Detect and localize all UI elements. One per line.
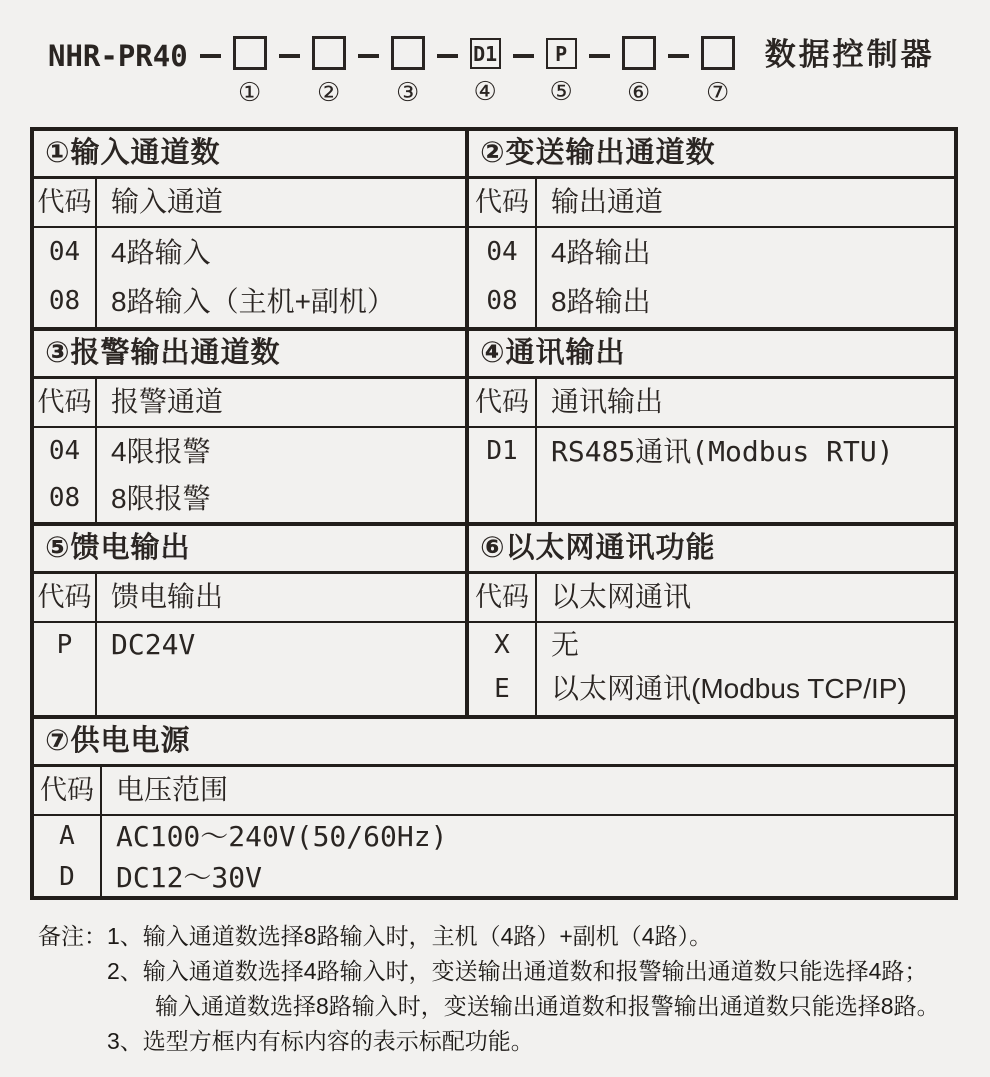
circled-number-3: ③ (396, 77, 420, 107)
circled-number-1: ① (238, 77, 262, 107)
section-title: ⑥以太网通讯功能 (469, 526, 954, 574)
desc-cell: AC100～240V(50/60Hz) (116, 820, 448, 853)
code-box-6 (622, 36, 656, 70)
column-header-desc: 报警通道 (97, 379, 465, 428)
desc-cell: DC24V (111, 628, 196, 661)
remarks-block (38, 919, 968, 1059)
column-header-desc: 输入通道 (97, 179, 465, 228)
model-name: NHR-PR40 (48, 39, 188, 73)
desc-column (97, 623, 465, 715)
column-header-code: 代码 (34, 379, 97, 428)
code-cell: 08 (48, 286, 81, 316)
desc-cell: 无 (551, 629, 580, 660)
code-segment-3 (391, 36, 425, 105)
section-supply-power (34, 719, 954, 896)
section-ethernet-function (469, 526, 954, 715)
remark-line-3: 输入通道数选择8路输入时，变送输出通道数和报警输出通道数只能选择8路。 (155, 993, 940, 1019)
code-segment-7 (701, 36, 735, 105)
section-transmit-output-channels (469, 131, 954, 327)
code-cell: X (494, 630, 510, 660)
selection-table (30, 127, 958, 900)
code-column (469, 228, 537, 327)
column-header-code: 代码 (469, 574, 537, 623)
section-alarm-output-channels (34, 331, 469, 522)
table-band-4 (34, 715, 954, 896)
section-input-channels (34, 131, 469, 327)
dash-separator (358, 54, 379, 58)
remark-line-4: 3、选型方框内有标内容的表示标配功能。 (107, 1028, 534, 1054)
desc-cell: 8路输出 (551, 286, 651, 317)
code-cell: 08 (48, 483, 81, 513)
column-header-desc: 通讯输出 (537, 379, 954, 428)
product-type-label: 数据控制器 (764, 37, 935, 72)
code-column (469, 428, 537, 522)
section-title: ③报警输出通道数 (34, 331, 465, 379)
remark-line-2: 2、输入通道数选择4路输入时，变送输出通道数和报警输出通道数只能选择4路； (107, 958, 928, 984)
code-cell: A (59, 821, 75, 851)
desc-column (97, 228, 465, 327)
section-grid (34, 179, 465, 327)
code-cell: D (59, 862, 75, 892)
section-grid (34, 379, 465, 522)
code-cell: 04 (48, 237, 81, 267)
section-grid (469, 179, 954, 327)
dash-separator (200, 54, 221, 58)
code-cell: E (494, 674, 510, 704)
column-header-code: 代码 (34, 179, 97, 228)
code-box-value: D1 (473, 41, 498, 66)
section-grid (34, 574, 465, 715)
column-header-desc: 输出通道 (537, 179, 954, 228)
table-band-2 (34, 327, 954, 522)
column-header-code: 代码 (34, 574, 97, 623)
desc-cell: 8路输入（主机+副机） (111, 286, 395, 317)
code-column (34, 623, 97, 715)
code-segment-1 (233, 36, 267, 105)
desc-column (537, 228, 954, 327)
code-column (34, 428, 97, 522)
table-band-3 (34, 522, 954, 715)
code-column (469, 623, 537, 715)
ordering-code-line (48, 36, 935, 105)
code-cell: 08 (486, 286, 518, 316)
code-cell: 04 (48, 436, 81, 466)
desc-cell: 4路输入 (111, 237, 211, 268)
column-header-code: 代码 (469, 379, 537, 428)
desc-cell: 4限报警 (111, 436, 211, 467)
desc-column (97, 428, 465, 522)
circled-number-6: ⑥ (627, 77, 651, 107)
remark-line-1: 备注：1、输入通道数选择8路输入时，主机（4路）+副机（4路）。 (38, 923, 713, 949)
code-box-7 (701, 36, 735, 70)
code-box-5 (546, 38, 577, 69)
circled-number-5: ⑤ (549, 76, 573, 106)
section-title: ①输入通道数 (34, 131, 465, 179)
column-header-code: 代码 (469, 179, 537, 228)
dash-separator (589, 54, 610, 58)
code-box-1 (233, 36, 267, 70)
table-band-1 (34, 131, 954, 327)
section-title: ⑤馈电输出 (34, 526, 465, 574)
circled-number-4: ④ (473, 76, 497, 106)
dash-separator (437, 54, 458, 58)
code-column (34, 228, 97, 327)
code-box-value: P (555, 41, 568, 66)
desc-column (537, 428, 954, 522)
code-box-3 (391, 36, 425, 70)
column-header-desc: 馈电输出 (97, 574, 465, 623)
section-feed-power-output (34, 526, 469, 715)
dash-separator (279, 54, 300, 58)
code-column (34, 816, 102, 898)
desc-cell: RS485通讯(Modbus RTU) (551, 435, 894, 468)
dash-separator (513, 54, 534, 58)
section-grid (34, 767, 954, 898)
code-segment-6 (622, 36, 656, 105)
code-segment-4 (470, 36, 501, 104)
code-cell: P (56, 630, 73, 660)
code-cell: 04 (486, 237, 518, 267)
section-title: ⑦供电电源 (34, 719, 954, 767)
desc-cell: 8限报警 (111, 483, 211, 514)
code-segment-5 (546, 36, 577, 104)
desc-column (102, 816, 954, 898)
code-box-4 (470, 38, 501, 69)
dash-separator (668, 54, 689, 58)
desc-cell: 4路输出 (551, 237, 651, 268)
column-header-code: 代码 (34, 767, 102, 816)
circled-number-2: ② (317, 77, 341, 107)
code-box-2 (312, 36, 346, 70)
column-header-desc: 以太网通讯 (537, 574, 954, 623)
section-title: ④通讯输出 (469, 331, 954, 379)
section-title: ②变送输出通道数 (469, 131, 954, 179)
section-grid (469, 379, 954, 522)
desc-cell: DC12～30V (116, 861, 263, 894)
code-segment-2 (312, 36, 346, 105)
circled-number-7: ⑦ (706, 77, 730, 107)
column-header-desc: 电压范围 (102, 767, 954, 816)
desc-cell: 以太网通讯(Modbus TCP/IP) (551, 673, 907, 704)
desc-column (537, 623, 954, 715)
section-grid (469, 574, 954, 715)
code-cell: D1 (486, 436, 518, 466)
section-communication-output (469, 331, 954, 522)
